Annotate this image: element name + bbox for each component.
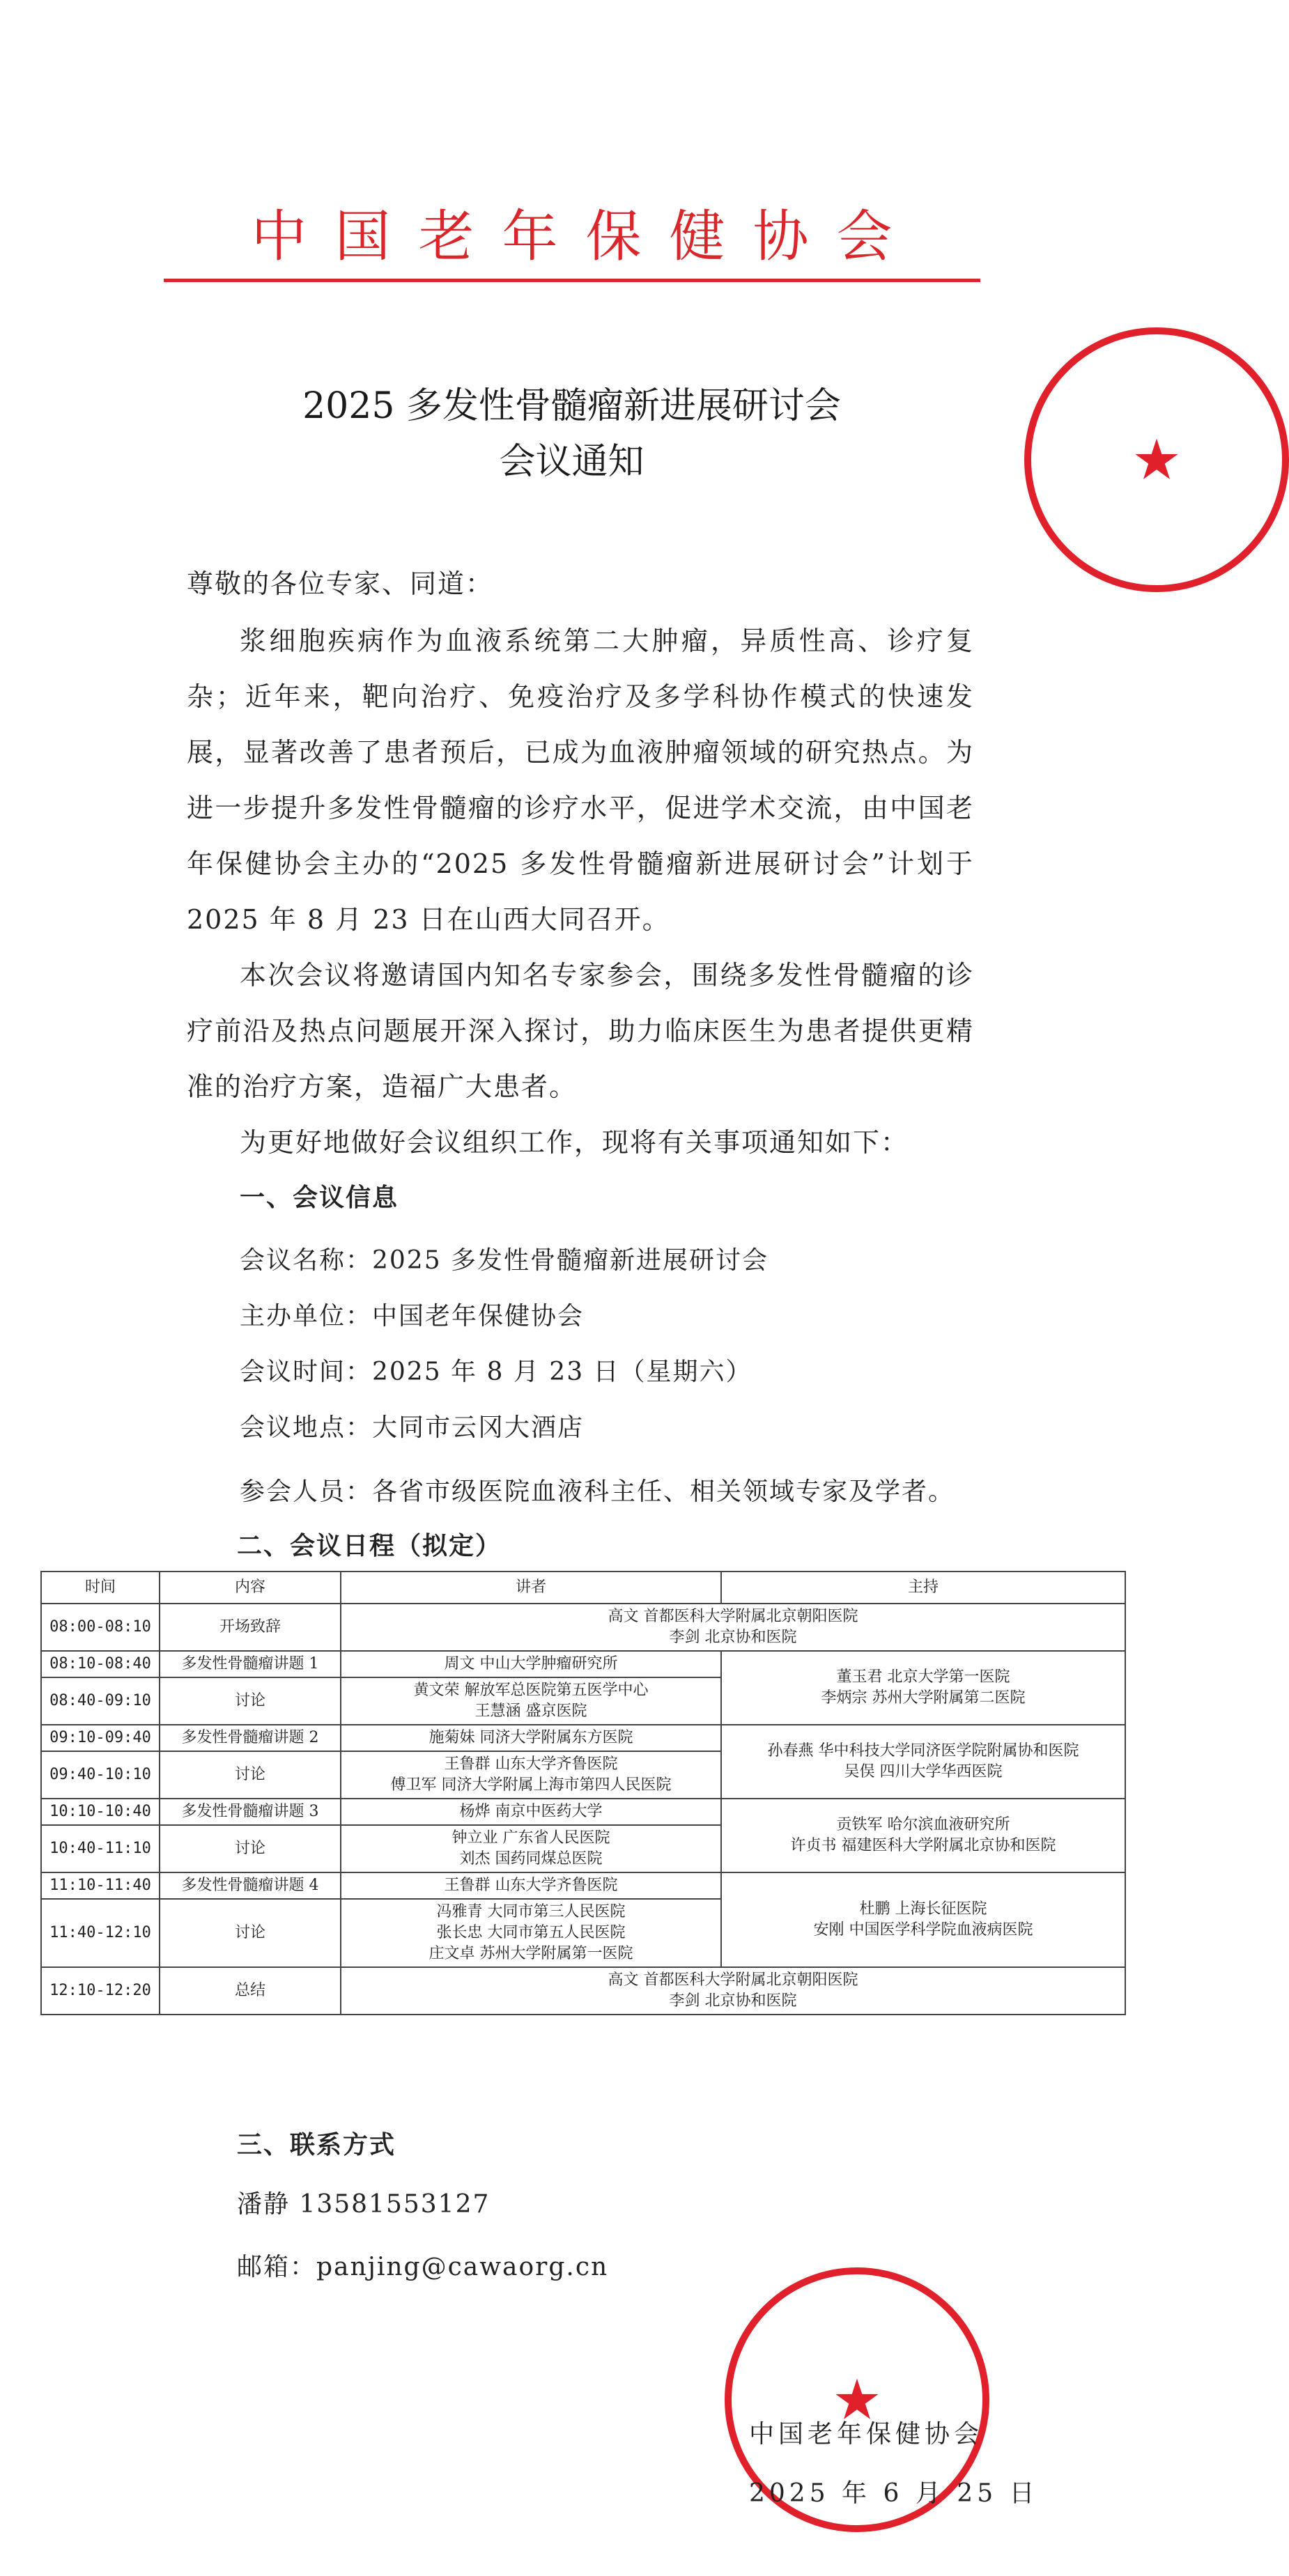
speaker: 冯雅青 大同市第三人民医院	[436, 1903, 626, 1921]
speaker: 刘杰 国药同煤总医院	[459, 1850, 603, 1868]
speaker: 周文 中山大学肿瘤研究所	[444, 1655, 618, 1673]
row-chair	[721, 1872, 1125, 1967]
row-content: 多发性骨髓瘤讲题 3	[160, 1799, 341, 1825]
chair: 吴俣 四川大学华西医院	[844, 1763, 1003, 1780]
table-row	[41, 1872, 1125, 1899]
document-title: 2025 多发性骨髓瘤新进展研讨会	[302, 385, 841, 427]
row-people	[341, 1604, 1125, 1651]
row-content: 讨论	[160, 1751, 341, 1799]
table-row	[41, 1967, 1125, 2015]
chair: 安刚 中国医学科学院血液病医院	[813, 1921, 1033, 1939]
row-time: 08:40-09:10	[41, 1677, 160, 1725]
row-content: 多发性骨髓瘤讲题 4	[160, 1872, 341, 1899]
row-content: 讨论	[160, 1677, 341, 1725]
section-heading-info: 一、会议信息	[240, 1184, 399, 1212]
row-time: 12:10-12:20	[41, 1967, 160, 2015]
meeting-time: 会议时间：2025 年 8 月 23 日（星期六）	[240, 1358, 752, 1386]
salutation: 尊敬的各位专家、同道：	[187, 568, 494, 599]
row-speaker	[341, 1725, 721, 1751]
speaker: 黄文荣 解放军总医院第五医学中心	[413, 1682, 649, 1699]
chair: 杜鹏 上海长征医院	[859, 1900, 987, 1918]
schedule-table	[40, 1571, 1126, 2015]
row-time: 11:40-12:10	[41, 1899, 160, 1967]
speaker: 钟立业 广东省人民医院	[451, 1829, 610, 1847]
intro-paragraph: 浆细胞疾病作为血液系统第二大肿瘤，异质性高、诊疗复杂；近年来，靶向治疗、免疫治疗及多学科协作模式的快速发展，显著改善了患者预后，已成为血液肿瘤领域的研究热点。为进一步提升多发性骨髓瘤的诊疗水平，促进学术交流，由中国老年保健协会主办的“2025 多发性骨髓瘤新进展研讨会”计划于 2025 年 8 月 23 日在山西大同召开。	[187, 626, 974, 935]
chair: 贡铁军 哈尔滨血液研究所	[836, 1816, 1010, 1833]
header-speaker: 讲者	[341, 1572, 721, 1604]
speaker: 傅卫军 同济大学附属上海市第四人民医院	[390, 1776, 672, 1794]
speaker: 庄文卓 苏州大学附属第一医院	[429, 1945, 633, 1962]
contact-person: 潘静 13581553127	[237, 2190, 491, 2219]
row-time: 09:10-09:40	[41, 1725, 160, 1751]
seal-star-icon: ★	[1132, 427, 1182, 492]
row-content: 多发性骨髓瘤讲题 1	[160, 1651, 341, 1677]
row-speaker	[341, 1825, 721, 1872]
row-speaker	[341, 1751, 721, 1799]
row-chair	[721, 1799, 1125, 1872]
row-time: 09:40-10:10	[41, 1751, 160, 1799]
header-content: 内容	[160, 1572, 341, 1604]
row-time: 11:10-11:40	[41, 1872, 160, 1899]
header-chair: 主持	[721, 1572, 1125, 1604]
signature-org: 中国老年保健协会	[749, 2420, 984, 2449]
row-content: 多发性骨髓瘤讲题 2	[160, 1725, 341, 1751]
row-speaker	[341, 1899, 721, 1967]
row-content: 开场致辞	[160, 1604, 341, 1651]
chair: 董玉君 北京大学第一医院	[836, 1668, 1010, 1686]
speaker: 王慧涵 盛京医院	[474, 1702, 587, 1720]
row-chair	[721, 1725, 1125, 1799]
speaker: 施菊妹 同济大学附属东方医院	[429, 1729, 633, 1746]
speaker: 王鲁群 山东大学齐鲁医院	[444, 1755, 618, 1773]
section-heading-schedule: 二、会议日程（拟定）	[237, 1532, 502, 1560]
row-speaker	[341, 1799, 721, 1825]
letterhead: 中国老年保健协会	[251, 204, 920, 269]
document-subtitle: 会议通知	[499, 441, 644, 483]
table-row	[41, 1651, 1125, 1677]
row-chair	[721, 1651, 1125, 1725]
meeting-host: 主办单位：中国老年保健协会	[240, 1302, 585, 1330]
table-row	[41, 1604, 1125, 1651]
chair: 孙春燕 华中科技大学同济医学院附属协和医院	[767, 1742, 1079, 1760]
person: 李剑 北京协和医院	[669, 1992, 797, 2010]
row-speaker	[341, 1651, 721, 1677]
row-speaker	[341, 1677, 721, 1725]
scope-paragraph: 本次会议将邀请国内知名专家参会，围绕多发性骨髓瘤的诊疗前沿及热点问题展开深入探讨，助力临床医生为患者提供更精准的治疗方案，造福广大患者。	[187, 960, 974, 1102]
row-speaker	[341, 1872, 721, 1899]
seal-star-icon: ★	[832, 2367, 882, 2433]
meeting-attendees: 参会人员：各省市级医院血液科主任、相关领域专家及学者。	[240, 1477, 955, 1506]
table-header-row	[41, 1572, 1125, 1604]
contact-email: 邮箱：panjing@cawaorg.cn	[237, 2253, 609, 2281]
section-heading-contact: 三、联系方式	[237, 2131, 396, 2159]
person: 高文 首都医科大学附属北京朝阳医院	[608, 1608, 858, 1625]
table-row	[41, 1799, 1125, 1825]
meeting-place: 会议地点：大同市云冈大酒店	[240, 1413, 585, 1442]
notice-paragraph: 为更好地做好会议组织工作，现将有关事项通知如下：	[240, 1127, 909, 1158]
letterhead-rule	[164, 279, 980, 282]
row-time: 08:00-08:10	[41, 1604, 160, 1651]
row-time: 10:10-10:40	[41, 1799, 160, 1825]
row-content: 讨论	[160, 1825, 341, 1872]
speaker: 杨烨 南京中医药大学	[459, 1803, 603, 1820]
chair: 李炳宗 苏州大学附属第二医院	[821, 1689, 1026, 1707]
row-content: 讨论	[160, 1899, 341, 1967]
row-people	[341, 1967, 1125, 2015]
speaker: 王鲁群 山东大学齐鲁医院	[444, 1877, 618, 1894]
chair: 许贞书 福建医科大学附属北京协和医院	[790, 1837, 1056, 1854]
signature-date: 2025 年 6 月 25 日	[749, 2479, 1039, 2508]
row-time: 08:10-08:40	[41, 1651, 160, 1677]
person: 高文 首都医科大学附属北京朝阳医院	[608, 1971, 858, 1989]
person: 李剑 北京协和医院	[669, 1629, 797, 1646]
header-time: 时间	[41, 1572, 160, 1604]
row-time: 10:40-11:10	[41, 1825, 160, 1872]
row-content: 总结	[160, 1967, 341, 2015]
table-row	[41, 1725, 1125, 1751]
meeting-name: 会议名称：2025 多发性骨髓瘤新进展研讨会	[240, 1246, 769, 1275]
speaker: 张长忠 大同市第五人民医院	[436, 1924, 626, 1941]
